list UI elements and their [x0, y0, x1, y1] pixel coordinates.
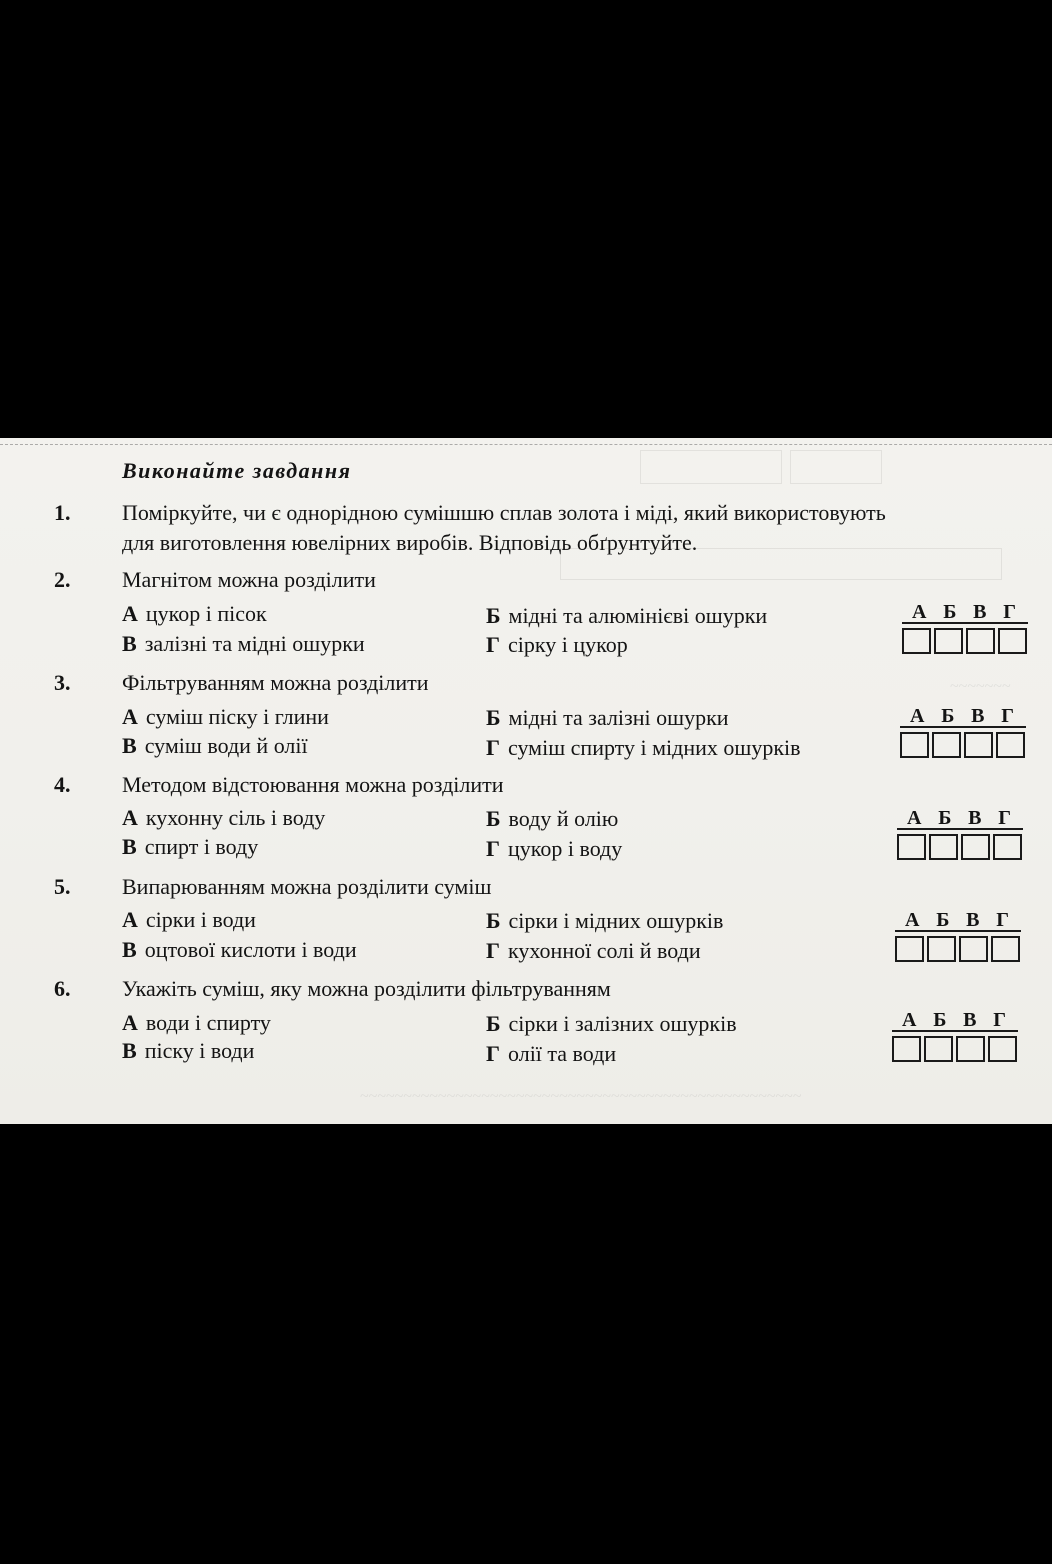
option-text: олії та води — [508, 1041, 617, 1066]
answer-letter: А — [905, 909, 920, 931]
answer-grid — [892, 1010, 1018, 1062]
answer-grid — [897, 808, 1023, 860]
question-number: 3. — [54, 670, 71, 695]
option-g — [486, 632, 628, 658]
answer-box-b[interactable] — [929, 834, 958, 860]
option-b — [486, 603, 767, 629]
answer-boxes — [892, 1036, 1018, 1062]
answer-boxes — [897, 834, 1023, 860]
answer-box-a[interactable] — [897, 834, 926, 860]
answer-grid — [900, 706, 1026, 758]
question-text: Укажіть суміш, яку можна розділити фільтруванням — [122, 976, 611, 1001]
option-text: мідні та залізні ошурки — [508, 705, 729, 730]
option-letter: Г — [486, 1041, 500, 1066]
option-b — [486, 1011, 737, 1037]
option-text: сірку і цукор — [508, 632, 628, 657]
option-a — [122, 805, 325, 831]
option-text: кухонну сіль і воду — [145, 805, 326, 830]
option-letter: Б — [486, 806, 501, 831]
answer-box-v[interactable] — [964, 732, 993, 758]
option-letter: Г — [486, 836, 500, 861]
option-g — [486, 938, 701, 964]
option-v — [122, 834, 258, 860]
answer-letter: Б — [938, 807, 952, 829]
answer-box-b[interactable] — [927, 936, 956, 962]
answer-box-a[interactable] — [892, 1036, 921, 1062]
answer-letter: А — [912, 601, 927, 623]
option-letter: В — [122, 1038, 137, 1063]
option-letter: А — [122, 601, 138, 626]
option-letter: В — [122, 733, 137, 758]
answer-grid-header — [897, 808, 1023, 830]
answer-letter: А — [910, 705, 925, 727]
answer-letter: Г — [996, 909, 1009, 931]
option-letter: В — [122, 937, 137, 962]
answer-box-g[interactable] — [993, 834, 1022, 860]
answer-letter: В — [966, 909, 980, 931]
option-letter: А — [122, 805, 138, 830]
answer-letter: Б — [933, 1009, 947, 1031]
answer-grid — [895, 910, 1021, 962]
option-letter: Б — [486, 603, 501, 628]
answer-box-v[interactable] — [961, 834, 990, 860]
answer-boxes — [895, 936, 1021, 962]
answer-letter: В — [963, 1009, 977, 1031]
question-number: 6. — [54, 976, 71, 1001]
option-v — [122, 733, 308, 759]
option-letter: А — [122, 907, 138, 932]
answer-letter: Г — [993, 1009, 1006, 1031]
option-v — [122, 1038, 254, 1064]
answer-box-v[interactable] — [966, 628, 995, 654]
question-number: 2. — [54, 567, 71, 592]
answer-box-b[interactable] — [924, 1036, 953, 1062]
page-top-edge — [0, 438, 1052, 445]
show-through-text: ~~~~~~~~~~~~~~~~~~~~~~~~~~~~~~~~~~~~~~~~~~~~~~~~~~~ — [360, 1088, 802, 1105]
option-text: цукор і воду — [508, 836, 623, 861]
answer-letter: Г — [1003, 601, 1016, 623]
option-b — [486, 705, 729, 731]
option-text: суміш піску і глини — [145, 704, 329, 729]
answer-boxes — [902, 628, 1028, 654]
worksheet-page — [0, 438, 1052, 1124]
answer-letter: Г — [998, 807, 1011, 829]
option-text: суміш води й олії — [144, 733, 308, 758]
answer-grid-header — [900, 706, 1026, 728]
answer-boxes — [900, 732, 1026, 758]
question-number: 5. — [54, 874, 71, 899]
answer-grid-header — [895, 910, 1021, 932]
answer-letter: В — [971, 705, 985, 727]
answer-letter: Г — [1001, 705, 1014, 727]
question-text: Магнітом можна розділити — [122, 567, 376, 592]
answer-box-b[interactable] — [932, 732, 961, 758]
question-text: для виготовлення ювелірних виробів. Відповідь обґрунтуйте. — [122, 530, 698, 555]
question-number: 1. — [54, 500, 71, 525]
answer-letter: Б — [941, 705, 955, 727]
option-b — [486, 806, 618, 832]
answer-grid-header — [902, 602, 1028, 624]
question-number: 4. — [54, 772, 71, 797]
option-letter: Г — [486, 632, 500, 657]
option-text: піску і води — [144, 1038, 255, 1063]
option-text: цукор і пісок — [145, 601, 267, 626]
answer-box-g[interactable] — [996, 732, 1025, 758]
option-letter: Б — [486, 1011, 501, 1036]
answer-box-b[interactable] — [934, 628, 963, 654]
option-letter: Б — [486, 705, 501, 730]
answer-grid — [902, 602, 1028, 654]
question-text: Фільтруванням можна розділити — [122, 670, 429, 695]
option-text: суміш спирту і мідних ошурків — [508, 735, 801, 760]
option-a — [122, 907, 256, 933]
answer-letter: В — [968, 807, 982, 829]
option-a — [122, 1010, 271, 1036]
answer-letter: А — [907, 807, 922, 829]
answer-box-v[interactable] — [956, 1036, 985, 1062]
option-b — [486, 908, 723, 934]
answer-grid-header — [892, 1010, 1018, 1032]
option-text: сірки і мідних ошурків — [508, 908, 724, 933]
answer-box-a[interactable] — [902, 628, 931, 654]
answer-box-g[interactable] — [988, 1036, 1017, 1062]
option-letter: В — [122, 834, 137, 859]
option-text: мідні та алюмінієві ошурки — [508, 603, 768, 628]
answer-box-g[interactable] — [991, 936, 1020, 962]
show-through-box — [640, 450, 782, 484]
option-text: сірки і води — [145, 907, 256, 932]
option-letter: Г — [486, 938, 500, 963]
option-g — [486, 735, 801, 761]
option-v — [122, 631, 365, 657]
option-letter: А — [122, 704, 138, 729]
option-v — [122, 937, 357, 963]
show-through-box — [790, 450, 882, 484]
option-text: сірки і залізних ошурків — [508, 1011, 737, 1036]
option-text: воду й олію — [508, 806, 619, 831]
answer-letter: Б — [943, 601, 957, 623]
question-text: Поміркуйте, чи є однорідною сумішшю сплав золота і міді, який використовують — [122, 500, 886, 525]
answer-letter: В — [973, 601, 987, 623]
question-text: Випарюванням можна розділити суміш — [122, 874, 492, 899]
option-a — [122, 601, 267, 627]
answer-box-g[interactable] — [998, 628, 1027, 654]
option-letter: Б — [486, 908, 501, 933]
answer-box-v[interactable] — [959, 936, 988, 962]
option-g — [486, 1041, 616, 1067]
option-text: води і спирту — [145, 1010, 271, 1035]
section-heading: Виконайте завдання — [122, 458, 352, 483]
option-text: кухонної солі й води — [508, 938, 701, 963]
answer-letter: Б — [936, 909, 950, 931]
option-letter: Г — [486, 735, 500, 760]
answer-box-a[interactable] — [900, 732, 929, 758]
answer-letter: А — [902, 1009, 917, 1031]
option-text: оцтової кислоти і води — [144, 937, 357, 962]
show-through-text: ~~~~~~~ — [950, 678, 1011, 695]
option-g — [486, 836, 622, 862]
option-letter: В — [122, 631, 137, 656]
option-letter: А — [122, 1010, 138, 1035]
option-a — [122, 704, 329, 730]
option-text: спирт і воду — [144, 834, 259, 859]
option-text: залізні та мідні ошурки — [144, 631, 365, 656]
answer-box-a[interactable] — [895, 936, 924, 962]
question-text: Методом відстоювання можна розділити — [122, 772, 504, 797]
